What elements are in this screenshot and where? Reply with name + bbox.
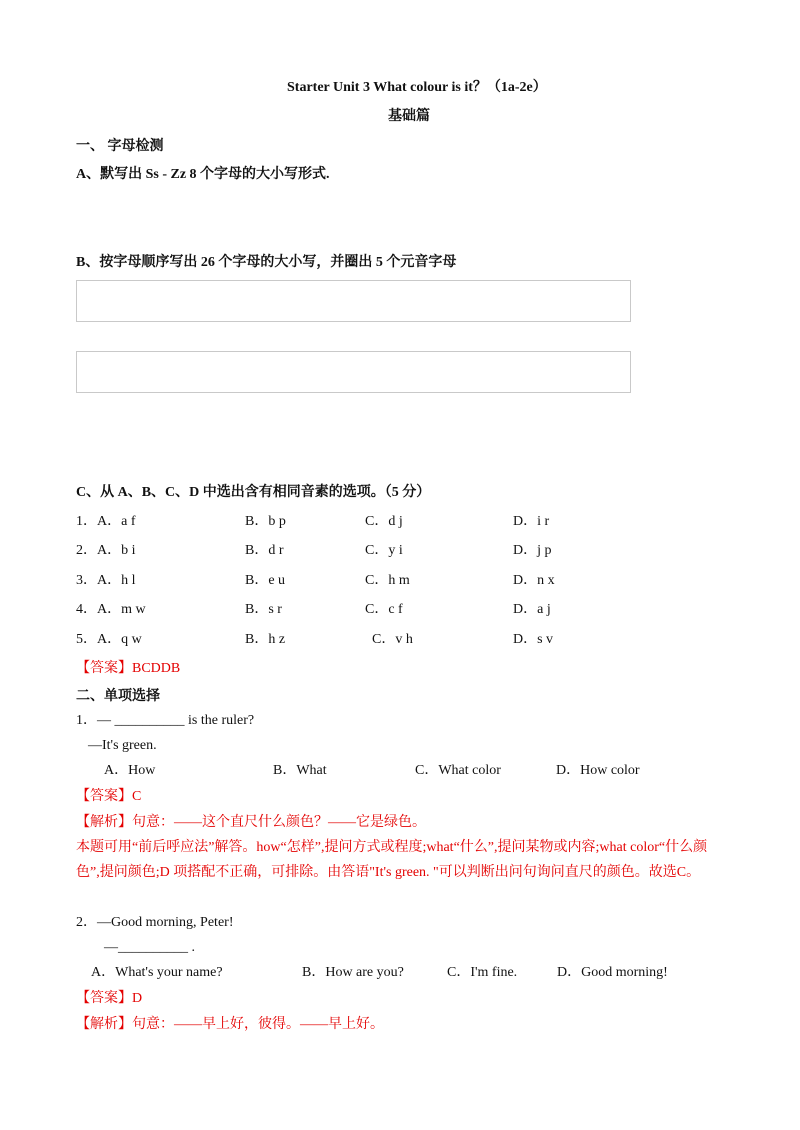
option-d: D．n x (513, 573, 555, 588)
option-c: C．h m (365, 573, 410, 588)
question-number: 4． (76, 602, 97, 617)
option-a: A．a f (97, 514, 136, 529)
option-c: C．y i (365, 543, 403, 558)
q2-analysis: 【解析】句意：——早上好，彼得。——早上好。 (76, 1017, 384, 1032)
q1-reply: —It's green. (88, 738, 157, 753)
option-a: A．m w (97, 602, 146, 617)
section1-answer: 【答案】BCDDB (76, 661, 181, 676)
question-row (0, 573, 800, 591)
option-a: A．How (104, 763, 156, 778)
option-c: C．v h (372, 632, 413, 647)
question-number: 1． (76, 514, 97, 529)
q2-reply: —__________ . (104, 940, 195, 955)
question-row (0, 632, 800, 650)
option-c: C．d j (365, 514, 403, 529)
question-number: 3． (76, 573, 97, 588)
option-b: B．b p (245, 514, 286, 529)
option-b: B．h z (245, 632, 286, 647)
option-c: C．c f (365, 602, 403, 617)
option-d: D．How color (556, 763, 640, 778)
question-number: 2． (76, 543, 97, 558)
option-b: B．s r (245, 602, 282, 617)
section1-heading: 一、 字母检测 (76, 139, 164, 154)
option-a: A．What's your name? (91, 965, 223, 980)
part-a-instruction: A、默写出 Ss - Zz 8 个字母的大小写形式. (76, 167, 330, 182)
option-c: C．I'm fine. (447, 965, 518, 980)
option-c: C．What color (415, 763, 501, 778)
answer-box-2[interactable] (76, 351, 631, 393)
q1-explanation: 本题可用“前后呼应法”解答。how“怎样”,提问方式或程度;what“什么”,提问某物或内容;what color“什么颜色”,提问颜色;D 项搭配不正确，可排除。由答语"It's green. "可以判断出问句询问直尺的颜色。故选C。 (76, 840, 708, 880)
option-d: D．j p (513, 543, 552, 558)
part-b-instruction: B、按字母顺序写出 26 个字母的大小写，并圈出 5 个元音字母 (76, 255, 457, 270)
option-a: A．h l (97, 573, 136, 588)
q1-options (0, 763, 800, 781)
option-b: B．e u (245, 573, 286, 588)
question-row (0, 543, 800, 561)
q1-analysis: 【解析】句意：——这个直尺什么颜色？——它是绿色。 (76, 815, 426, 830)
option-a: A．b i (97, 543, 136, 558)
part-c-instruction: C、从 A、B、C、D 中选出含有相同音素的选项。（5 分） (76, 485, 431, 500)
page-title: Starter Unit 3 What colour is it？（1a-2e） (287, 80, 547, 95)
option-b: B．What (273, 763, 327, 778)
option-d: D．s v (513, 632, 554, 647)
q2-prompt: 2．—Good morning, Peter! (76, 915, 234, 930)
option-d: D．Good morning! (557, 965, 668, 980)
option-b: B．d r (245, 543, 284, 558)
q1-prompt: 1．— __________ is the ruler? (76, 713, 255, 728)
question-number: 5． (76, 632, 97, 647)
answer-box-1[interactable] (76, 280, 631, 322)
option-d: D．i r (513, 514, 550, 529)
option-b: B．How are you? (302, 965, 404, 980)
option-a: A．q w (97, 632, 142, 647)
q1-answer: 【答案】C (76, 789, 142, 804)
question-row (0, 514, 800, 532)
page-subtitle: 基础篇 (388, 109, 430, 124)
q2-options (0, 965, 800, 983)
question-row (0, 602, 800, 620)
q2-answer: 【答案】D (76, 991, 143, 1006)
option-d: D．a j (513, 602, 551, 617)
section2-heading: 二、单项选择 (76, 689, 160, 704)
